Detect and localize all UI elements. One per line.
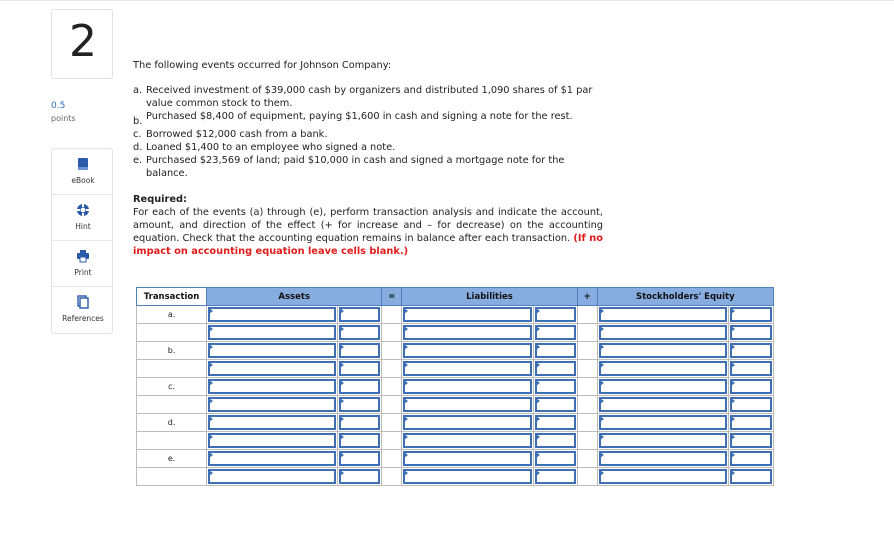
required-title: Required: xyxy=(133,194,187,205)
equity-account-input[interactable] xyxy=(599,343,727,358)
transaction-header: Transaction xyxy=(137,288,207,306)
transaction-analysis-table xyxy=(136,287,774,486)
dropdown-flag-icon xyxy=(536,416,540,422)
table-row xyxy=(137,324,774,342)
liabilities-account-cell xyxy=(402,396,533,414)
operator-spacer xyxy=(382,324,402,342)
dropdown-flag-icon xyxy=(340,326,344,332)
transaction-label: a. xyxy=(137,306,207,324)
assets-header: Assets xyxy=(207,288,382,306)
liabilities-account-cell xyxy=(402,378,533,396)
equity-amount-cell xyxy=(728,306,773,324)
table-row xyxy=(137,378,774,396)
assets-amount-input[interactable] xyxy=(339,325,380,340)
equity-account-cell xyxy=(597,360,728,378)
assets-amount-input[interactable] xyxy=(339,397,380,412)
dropdown-flag-icon xyxy=(340,434,344,440)
question-number: 2 xyxy=(69,16,97,67)
liabilities-amount-input[interactable] xyxy=(535,307,576,322)
equity-account-cell xyxy=(597,342,728,360)
liabilities-amount-input[interactable] xyxy=(535,469,576,484)
operator-spacer xyxy=(577,432,597,450)
dropdown-flag-icon xyxy=(600,344,604,350)
assets-account-cell xyxy=(207,342,338,360)
liabilities-header: Liabilities xyxy=(402,288,577,306)
equity-amount-cell xyxy=(728,324,773,342)
liabilities-amount-cell xyxy=(533,360,577,378)
assets-amount-input[interactable] xyxy=(339,415,380,430)
operator-spacer xyxy=(382,450,402,468)
operator-spacer xyxy=(382,378,402,396)
question-number-box xyxy=(51,9,113,79)
table-row xyxy=(137,468,774,486)
liabilities-account-cell xyxy=(402,360,533,378)
equity-account-cell xyxy=(597,414,728,432)
dropdown-flag-icon xyxy=(340,308,344,314)
references-label: References xyxy=(62,314,104,323)
liabilities-account-cell xyxy=(402,342,533,360)
assets-account-cell xyxy=(207,450,338,468)
equity-amount-cell xyxy=(728,342,773,360)
liabilities-account-input[interactable] xyxy=(403,379,531,394)
equity-amount-input[interactable] xyxy=(730,325,772,340)
hint-label: Hint xyxy=(75,222,91,231)
operator-spacer xyxy=(577,396,597,414)
event-letter: a. xyxy=(133,85,143,96)
dropdown-flag-icon xyxy=(600,326,604,332)
event-letter: c. xyxy=(133,129,142,140)
dropdown-flag-icon xyxy=(600,434,604,440)
points-label: points xyxy=(51,114,76,123)
transaction-spacer xyxy=(137,396,207,414)
liabilities-account-cell xyxy=(402,414,533,432)
dropdown-flag-icon xyxy=(536,380,540,386)
liabilities-amount-cell xyxy=(533,432,577,450)
assets-account-input[interactable] xyxy=(208,361,336,376)
required-section xyxy=(133,193,603,258)
liabilities-account-input[interactable] xyxy=(403,325,531,340)
assets-account-input[interactable] xyxy=(208,433,336,448)
dropdown-flag-icon xyxy=(209,434,213,440)
dropdown-flag-icon xyxy=(731,362,735,368)
liabilities-account-cell xyxy=(402,468,533,486)
assets-amount-cell xyxy=(338,414,382,432)
assets-amount-cell xyxy=(338,468,382,486)
assets-amount-cell xyxy=(338,324,382,342)
equity-header: Stockholders' Equity xyxy=(597,288,773,306)
operator-spacer xyxy=(382,360,402,378)
operator-spacer xyxy=(382,306,402,324)
documents-icon xyxy=(76,295,90,309)
table-header-row xyxy=(137,288,774,306)
liabilities-amount-cell xyxy=(533,324,577,342)
dropdown-flag-icon xyxy=(404,470,408,476)
liabilities-amount-cell xyxy=(533,450,577,468)
points-value: 0.5 xyxy=(51,101,66,111)
table-row xyxy=(137,396,774,414)
dropdown-flag-icon xyxy=(600,362,604,368)
events-list xyxy=(133,84,603,180)
event-text: Purchased $8,400 of equipment, paying $1,600 in cash and signing a note for the rest. xyxy=(146,111,573,122)
required-instructions: For each of the events (a) through (e), perform transaction analysis and indicate the account, amount, and direction of the effect (+ for increase and – for decrease) on the accounting equation. Check that the accounting equation remains in balance after each transaction. xyxy=(133,207,603,244)
liabilities-amount-input[interactable] xyxy=(535,415,576,430)
equity-amount-cell xyxy=(728,378,773,396)
transaction-spacer xyxy=(137,468,207,486)
dropdown-flag-icon xyxy=(404,344,408,350)
liabilities-amount-cell xyxy=(533,414,577,432)
equity-amount-input[interactable] xyxy=(730,415,772,430)
dropdown-flag-icon xyxy=(731,380,735,386)
equity-account-cell xyxy=(597,378,728,396)
operator-spacer xyxy=(382,342,402,360)
liabilities-account-cell xyxy=(402,432,533,450)
liabilities-amount-cell xyxy=(533,468,577,486)
liabilities-amount-cell xyxy=(533,342,577,360)
equity-account-cell xyxy=(597,468,728,486)
lifebuoy-icon xyxy=(76,203,90,217)
assets-account-input[interactable] xyxy=(208,325,336,340)
equity-account-input[interactable] xyxy=(599,379,727,394)
dropdown-flag-icon xyxy=(600,308,604,314)
assets-amount-input[interactable] xyxy=(339,307,380,322)
liabilities-amount-input[interactable] xyxy=(535,451,576,466)
operator-spacer xyxy=(577,450,597,468)
problem-statement xyxy=(133,59,603,258)
assets-account-cell xyxy=(207,432,338,450)
dropdown-flag-icon xyxy=(209,380,213,386)
liabilities-account-input[interactable] xyxy=(403,433,531,448)
print-button[interactable] xyxy=(52,241,112,287)
equity-amount-input[interactable] xyxy=(730,469,772,484)
dropdown-flag-icon xyxy=(600,452,604,458)
liabilities-account-input[interactable] xyxy=(403,361,531,376)
ebook-button[interactable] xyxy=(52,149,112,195)
assets-account-cell xyxy=(207,396,338,414)
equity-amount-input[interactable] xyxy=(730,343,772,358)
assets-account-input[interactable] xyxy=(208,415,336,430)
equity-account-cell xyxy=(597,324,728,342)
dropdown-flag-icon xyxy=(600,398,604,404)
operator-spacer xyxy=(382,432,402,450)
assets-amount-input[interactable] xyxy=(339,379,380,394)
liabilities-account-input[interactable] xyxy=(403,469,531,484)
equity-amount-cell xyxy=(728,396,773,414)
event-text: Received investment of $39,000 cash by organizers and distributed 1,090 shares of $1 par value common stock to them. xyxy=(146,85,593,109)
event-letter: e. xyxy=(133,155,143,166)
book-icon xyxy=(76,157,90,171)
dropdown-flag-icon xyxy=(536,344,540,350)
dropdown-flag-icon xyxy=(536,470,540,476)
liabilities-account-input[interactable] xyxy=(403,451,531,466)
assets-amount-cell xyxy=(338,360,382,378)
dropdown-flag-icon xyxy=(536,326,540,332)
assets-amount-input[interactable] xyxy=(339,469,380,484)
dropdown-flag-icon xyxy=(404,398,408,404)
equity-account-input[interactable] xyxy=(599,397,727,412)
equity-account-input[interactable] xyxy=(599,433,727,448)
liabilities-amount-cell xyxy=(533,306,577,324)
equity-amount-input[interactable] xyxy=(730,361,772,376)
assets-amount-cell xyxy=(338,432,382,450)
dropdown-flag-icon xyxy=(209,398,213,404)
table-row xyxy=(137,342,774,360)
dropdown-flag-icon xyxy=(731,470,735,476)
dropdown-flag-icon xyxy=(209,362,213,368)
equity-amount-input[interactable] xyxy=(730,451,772,466)
equals-header: = xyxy=(382,288,402,306)
equity-amount-cell xyxy=(728,360,773,378)
dropdown-flag-icon xyxy=(404,308,408,314)
equity-account-input[interactable] xyxy=(599,325,727,340)
event-item xyxy=(133,141,603,154)
event-item xyxy=(133,110,603,128)
assets-amount-cell xyxy=(338,378,382,396)
dropdown-flag-icon xyxy=(404,434,408,440)
transaction-label: b. xyxy=(137,342,207,360)
dropdown-flag-icon xyxy=(600,470,604,476)
equity-account-input[interactable] xyxy=(599,469,727,484)
equity-amount-input[interactable] xyxy=(730,379,772,394)
table-row xyxy=(137,360,774,378)
operator-spacer xyxy=(577,414,597,432)
printer-icon xyxy=(76,249,90,263)
event-item xyxy=(133,154,603,180)
assets-amount-cell xyxy=(338,396,382,414)
dropdown-flag-icon xyxy=(731,398,735,404)
table-row xyxy=(137,432,774,450)
liabilities-amount-input[interactable] xyxy=(535,325,576,340)
dropdown-flag-icon xyxy=(536,434,540,440)
table-row xyxy=(137,306,774,324)
assets-amount-cell xyxy=(338,450,382,468)
tool-panel xyxy=(51,148,113,334)
dropdown-flag-icon xyxy=(731,326,735,332)
dropdown-flag-icon xyxy=(340,398,344,404)
liabilities-amount-input[interactable] xyxy=(535,379,576,394)
intro-text: The following events occurred for Johnson Company: xyxy=(133,60,392,71)
liabilities-amount-cell xyxy=(533,378,577,396)
event-text: Borrowed $12,000 cash from a bank. xyxy=(146,129,328,140)
equity-amount-cell xyxy=(728,414,773,432)
liabilities-account-input[interactable] xyxy=(403,397,531,412)
dropdown-flag-icon xyxy=(404,416,408,422)
top-divider xyxy=(0,0,894,1)
dropdown-flag-icon xyxy=(536,362,540,368)
equity-account-cell xyxy=(597,432,728,450)
operator-spacer xyxy=(577,360,597,378)
dropdown-flag-icon xyxy=(209,452,213,458)
assets-account-input[interactable] xyxy=(208,379,336,394)
dropdown-flag-icon xyxy=(209,308,213,314)
dropdown-flag-icon xyxy=(209,326,213,332)
assets-account-input[interactable] xyxy=(208,469,336,484)
assets-account-input[interactable] xyxy=(208,451,336,466)
assets-account-input[interactable] xyxy=(208,307,336,322)
assets-account-input[interactable] xyxy=(208,343,336,358)
required-note: (If no impact on accounting equation leave cells blank.) xyxy=(133,233,603,257)
table-row xyxy=(137,450,774,468)
dropdown-flag-icon xyxy=(340,470,344,476)
dropdown-flag-icon xyxy=(404,380,408,386)
equity-account-cell xyxy=(597,396,728,414)
operator-spacer xyxy=(577,306,597,324)
assets-amount-input[interactable] xyxy=(339,343,380,358)
equity-account-cell xyxy=(597,306,728,324)
dropdown-flag-icon xyxy=(536,452,540,458)
dropdown-flag-icon xyxy=(536,308,540,314)
dropdown-flag-icon xyxy=(209,470,213,476)
liabilities-account-cell xyxy=(402,324,533,342)
ebook-label: eBook xyxy=(71,176,95,185)
equity-account-input[interactable] xyxy=(599,361,727,376)
liabilities-account-input[interactable] xyxy=(403,343,531,358)
assets-account-cell xyxy=(207,360,338,378)
liabilities-amount-cell xyxy=(533,396,577,414)
event-letter: b. xyxy=(133,116,143,127)
dropdown-flag-icon xyxy=(209,416,213,422)
assets-account-cell xyxy=(207,468,338,486)
assets-account-input[interactable] xyxy=(208,397,336,412)
assets-account-cell xyxy=(207,378,338,396)
transaction-spacer xyxy=(137,324,207,342)
transaction-label: e. xyxy=(137,450,207,468)
assets-account-cell xyxy=(207,306,338,324)
dropdown-flag-icon xyxy=(731,452,735,458)
liabilities-amount-input[interactable] xyxy=(535,397,576,412)
equity-amount-input[interactable] xyxy=(730,307,772,322)
event-item xyxy=(133,84,603,110)
liabilities-account-cell xyxy=(402,450,533,468)
equity-account-input[interactable] xyxy=(599,415,727,430)
equity-amount-cell xyxy=(728,468,773,486)
liabilities-account-cell xyxy=(402,306,533,324)
dropdown-flag-icon xyxy=(600,380,604,386)
dropdown-flag-icon xyxy=(731,434,735,440)
transaction-spacer xyxy=(137,432,207,450)
liabilities-account-input[interactable] xyxy=(403,307,531,322)
operator-spacer xyxy=(577,342,597,360)
dropdown-flag-icon xyxy=(340,452,344,458)
dropdown-flag-icon xyxy=(340,344,344,350)
hint-button[interactable] xyxy=(52,195,112,241)
transaction-spacer xyxy=(137,360,207,378)
print-label: Print xyxy=(74,268,92,277)
operator-spacer xyxy=(382,414,402,432)
assets-amount-cell xyxy=(338,306,382,324)
references-button[interactable] xyxy=(52,287,112,333)
operator-spacer xyxy=(382,396,402,414)
equity-amount-cell xyxy=(728,450,773,468)
assets-amount-input[interactable] xyxy=(339,433,380,448)
dropdown-flag-icon xyxy=(404,326,408,332)
operator-spacer xyxy=(577,324,597,342)
equity-account-cell xyxy=(597,450,728,468)
transaction-label: d. xyxy=(137,414,207,432)
dropdown-flag-icon xyxy=(340,362,344,368)
operator-spacer xyxy=(577,468,597,486)
required-text xyxy=(133,206,603,258)
assets-account-cell xyxy=(207,324,338,342)
equity-account-input[interactable] xyxy=(599,307,727,322)
liabilities-account-input[interactable] xyxy=(403,415,531,430)
assets-account-cell xyxy=(207,414,338,432)
assets-amount-cell xyxy=(338,342,382,360)
event-letter: d. xyxy=(133,142,143,153)
operator-spacer xyxy=(577,378,597,396)
equity-account-input[interactable] xyxy=(599,451,727,466)
assets-amount-input[interactable] xyxy=(339,361,380,376)
table-body xyxy=(137,306,774,486)
dropdown-flag-icon xyxy=(731,344,735,350)
equity-amount-cell xyxy=(728,432,773,450)
liabilities-amount-input[interactable] xyxy=(535,361,576,376)
dropdown-flag-icon xyxy=(209,344,213,350)
equity-amount-input[interactable] xyxy=(730,397,772,412)
dropdown-flag-icon xyxy=(731,416,735,422)
transaction-label: c. xyxy=(137,378,207,396)
equity-amount-input[interactable] xyxy=(730,433,772,448)
dropdown-flag-icon xyxy=(600,416,604,422)
table-row xyxy=(137,414,774,432)
event-text: Loaned $1,400 to an employee who signed a note. xyxy=(146,142,396,153)
event-text: Purchased $23,569 of land; paid $10,000 in cash and signed a mortgage note for the balance. xyxy=(146,155,565,179)
assets-amount-input[interactable] xyxy=(339,451,380,466)
dropdown-flag-icon xyxy=(536,398,540,404)
dropdown-flag-icon xyxy=(340,416,344,422)
plus-header: + xyxy=(577,288,597,306)
dropdown-flag-icon xyxy=(731,308,735,314)
operator-spacer xyxy=(382,468,402,486)
liabilities-amount-input[interactable] xyxy=(535,433,576,448)
dropdown-flag-icon xyxy=(404,362,408,368)
event-item xyxy=(133,128,603,141)
dropdown-flag-icon xyxy=(404,452,408,458)
dropdown-flag-icon xyxy=(340,380,344,386)
liabilities-amount-input[interactable] xyxy=(535,343,576,358)
